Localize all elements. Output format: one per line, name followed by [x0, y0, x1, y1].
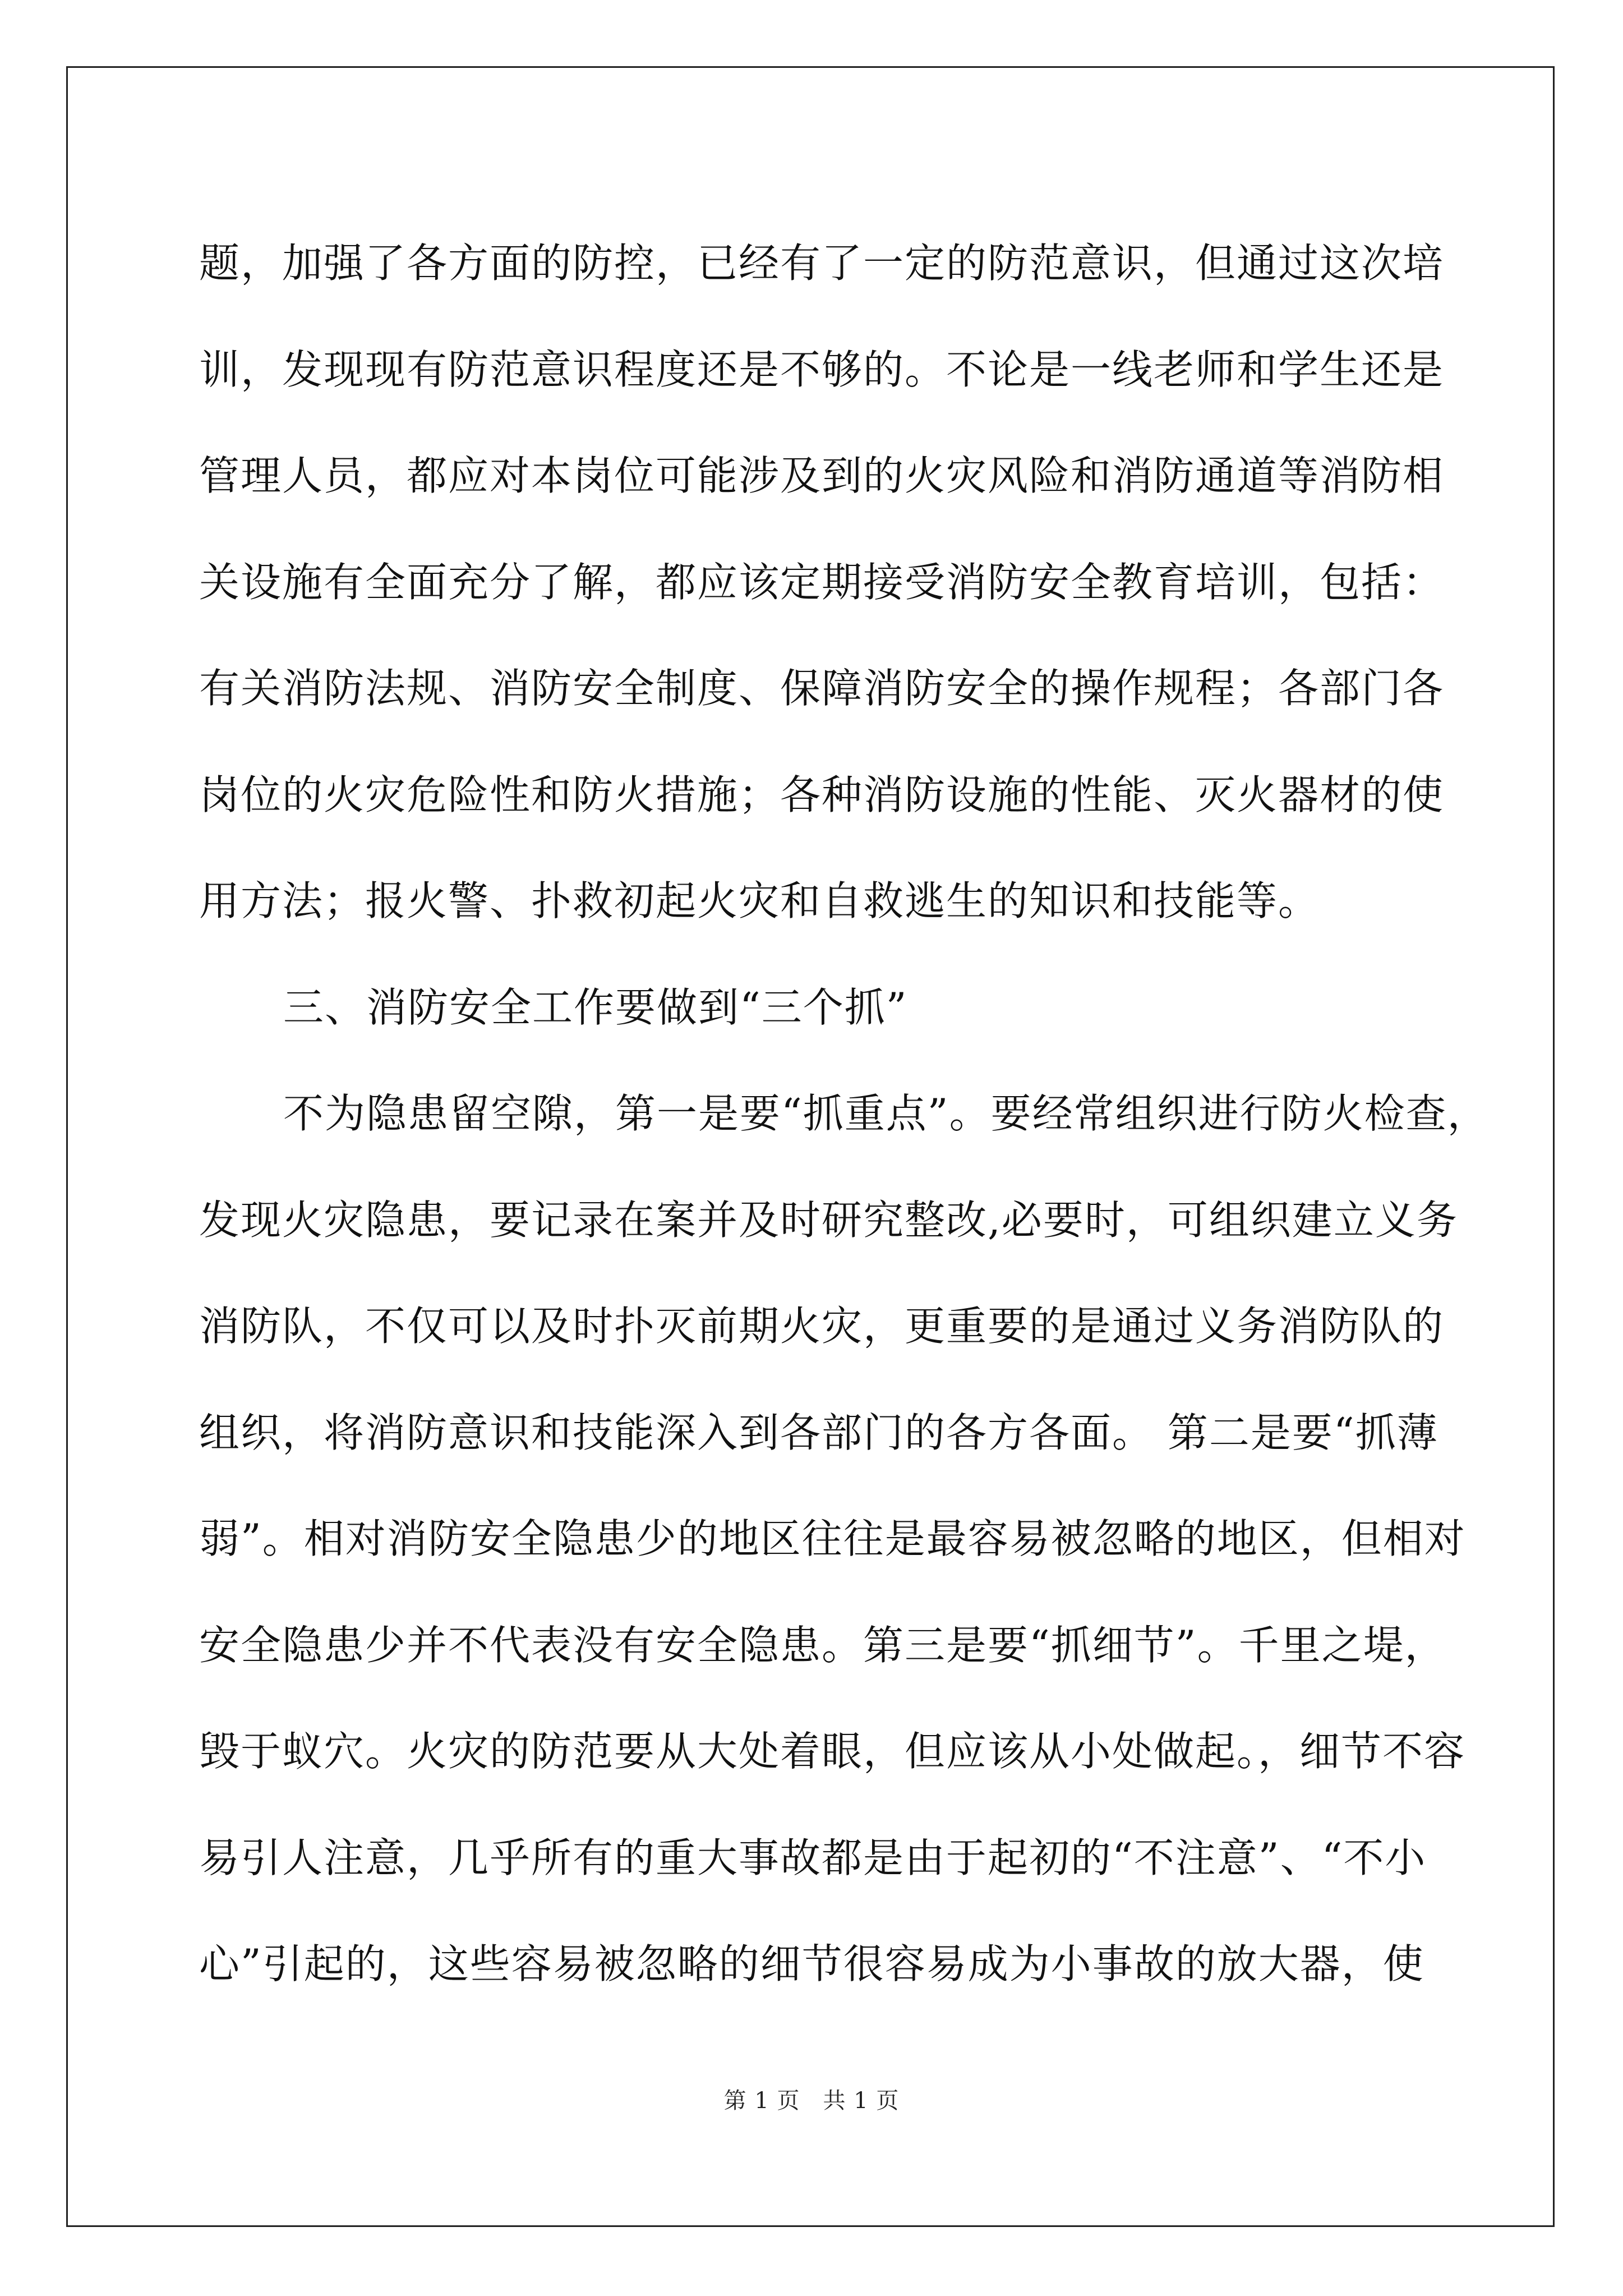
text-line-2: 训，发现现有防范意识程度还是不够的。不论是一线老师和学生还是: [199, 346, 1445, 393]
text-line-13: 弱”。相对消防安全隐患少的地区往往是最容易被忽略的地区，但相对: [199, 1515, 1466, 1562]
text-line-12: 组织，将消防意识和技能深入到各部门的各方各面。 第二是要“抓薄: [199, 1409, 1438, 1456]
text-line-5: 有关消防法规、消防安全制度、保障消防安全的操作规程；各部门各: [199, 665, 1445, 712]
text-line-15: 毁于蚁穴。火灾的防范要从大处着眼，但应该从小处做起。，细节不容: [199, 1728, 1466, 1775]
text-line-7: 用方法；报火警、扑救初起火灾和自救逃生的知识和技能等。: [199, 877, 1320, 924]
page-number-footer: 第 1 页 共 1 页: [723, 2088, 900, 2114]
text-line-11: 消防队，不仅可以及时扑灭前期火灾，更重要的是通过义务消防队的: [199, 1303, 1445, 1350]
text-line-16: 易引人注意，几乎所有的重大事故都是由于起初的“不注意”、“不小: [199, 1834, 1427, 1881]
text-line-10: 发现火灾隐患，要记录在案并及时研究整改,必要时，可组织建立义务: [199, 1196, 1458, 1244]
text-line-17: 心”引起的，这些容易被忽略的细节很容易成为小事故的放大器，使: [199, 1940, 1424, 1987]
text-line-9: 不为隐患留空隙，第一是要“抓重点”。要经常组织进行防火检查，: [283, 1090, 1489, 1137]
section-heading: 三、消防安全工作要做到“三个抓”: [283, 983, 908, 1031]
text-line-1: 题，加强了各方面的防控，已经有了一定的防范意识，但通过这次培: [199, 240, 1445, 287]
text-line-3: 管理人员，都应对本岗位可能涉及到的火灾风险和消防通道等消防相: [199, 452, 1445, 499]
document-body: [199, 210, 1489, 2018]
text-line-14: 安全隐患少并不代表没有安全隐患。第三是要“抓细节”。千里之堤，: [199, 1621, 1446, 1669]
text-line-6: 岗位的火灾危险性和防火措施；各种消防设施的性能、灭火器材的使: [199, 771, 1445, 818]
text-line-4: 关设施有全面充分了解，都应该定期接受消防安全教育培训，包括：: [199, 558, 1445, 606]
